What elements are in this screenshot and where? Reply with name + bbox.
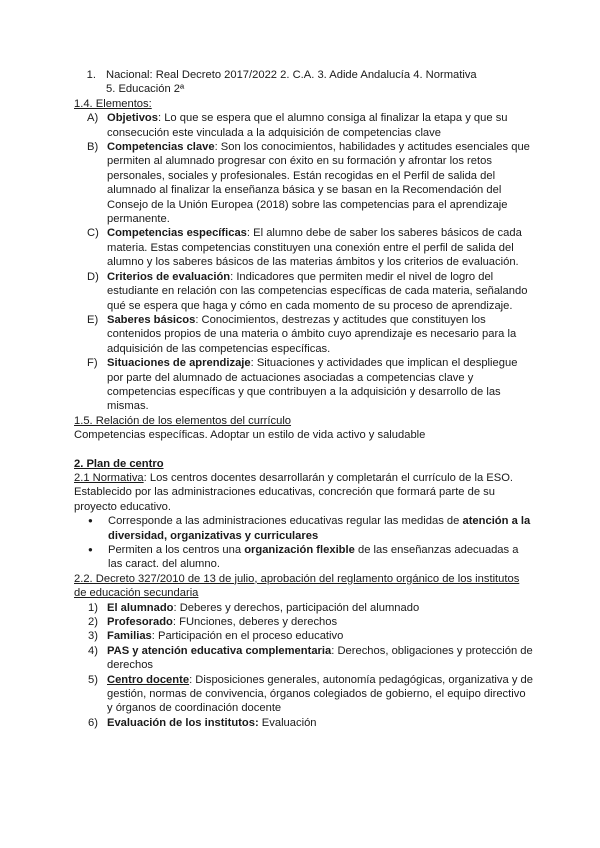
term: Competencias específicas — [107, 227, 247, 240]
list-marker: 2) — [88, 616, 98, 629]
definition: : Disposiciones generales, autonomía pedagógicas, organizativa y de gestión, normas de convivencia, órganos colegiados de gobierno, el equipo directivo y órganos de coordinación docente — [107, 673, 533, 715]
top-list-item — [74, 68, 534, 97]
bullet-list — [74, 514, 534, 572]
list-marker: D) — [87, 270, 99, 283]
section-2-heading: 2. Plan de centro — [74, 457, 164, 470]
term: Evaluación de los institutos: — [107, 716, 259, 729]
term: Objetivos — [107, 112, 158, 125]
top-list-line-1: Nacional: Real Decreto 2017/2022 2. C.A. 3. Adide Andalucía 4. Normativa — [106, 69, 477, 81]
definition: Evaluación — [258, 716, 317, 729]
term: Profesorado — [107, 616, 173, 629]
bullet-text: Permiten a los centros una — [108, 544, 245, 556]
definition: : Son los conocimientos, habilidades y actitudes esenciales que permiten al alumnado progresar con éxito en su formación y afrontar los retos personales, sociales y profesionales. Están recogidas en el Perfil de salida del alumnado al finalizar la enseñanza básica y se basan en la Recomendación del Consejo de la Unión Europea (2018) sobre las competencias para el aprendizaje permanente. — [107, 141, 530, 226]
list-item — [74, 673, 534, 716]
definition: : El alumno debe de saber los saberes básicos de cada materia. Estas competencias constituyen una conexión entre el perfil de salida del alumno y los saberes básicos de las materias ámbitos y los criterios de evaluación. — [107, 227, 522, 269]
section-2-1-paragraph — [74, 471, 534, 514]
list-marker: C) — [87, 227, 99, 240]
top-list-number: 1. — [86, 69, 96, 81]
list-marker: 5) — [88, 673, 98, 686]
term: Criterios de evaluación — [107, 270, 231, 283]
bullet-text: Corresponde a las administraciones educativas regular las medidas de — [108, 515, 463, 528]
term: Familias — [107, 630, 152, 643]
elements-list — [74, 111, 534, 414]
term: PAS y atención educativa complementaria — [107, 644, 332, 657]
numbered-list — [74, 601, 534, 731]
section-1-4-heading: 1.4. Elementos: — [74, 97, 152, 110]
bullet-icon: ● — [88, 545, 93, 554]
definition: : Indicadores que permiten medir el nivel de logro del estudiante en relación con las competencias específicas de cada materia, señalando qué se espera que haga y cómo en cada momento de su proceso de aprendizaje. — [107, 270, 528, 312]
list-item — [74, 543, 534, 572]
term: Centro docente — [107, 673, 190, 686]
list-marker: E) — [87, 313, 99, 326]
list-item — [74, 629, 534, 643]
list-item — [74, 140, 534, 226]
definition: : Situaciones y actividades que implican el despliegue por parte del alumnado de actuaciones asociadas a competencias clave y competencias específicas y que contribuyen a la adquisición y desarrollo de las mismas. — [107, 357, 518, 413]
list-marker: 6) — [88, 716, 98, 729]
list-marker: 3) — [88, 630, 98, 643]
term: Competencias clave — [107, 141, 215, 154]
bullet-bold-text: atención a la diversidad, organizativas y curriculares — [108, 515, 531, 542]
list-item — [74, 716, 534, 730]
list-item — [74, 601, 534, 615]
list-marker: A) — [87, 112, 99, 125]
term: Saberes básicos — [107, 313, 196, 326]
bullet-icon: ● — [88, 516, 93, 526]
definition: : Deberes y derechos, participación del alumnado — [173, 601, 420, 614]
list-item — [74, 644, 534, 673]
section-2-2-heading: 2.2. Decreto 327/2010 de 13 de julio, aprobación del reglamento orgánico de los institutos de educación secundaria — [74, 572, 520, 600]
top-list-line-2: 5. Educación 2ª — [106, 83, 185, 96]
definition: : Participación en el proceso educativo — [151, 630, 344, 643]
list-item — [74, 313, 534, 356]
bullet-text-after: de las enseñanzas adecuadas a las caract. del alumno. — [108, 544, 519, 571]
section-1-5-text: Competencias específicas. Adoptar un estilo de vida activo y saludable — [74, 429, 426, 442]
definition: : Lo que se espera que el alumno consiga al finalizar la etapa y que su consecución este vinculada a la adquisición de competencias clave — [107, 112, 508, 139]
list-item — [74, 226, 534, 269]
bullet-bold-text: organización flexible — [244, 544, 355, 556]
term: El alumnado — [107, 601, 174, 614]
definition: : Conocimientos, destrezas y actitudes que constituyen los contenidos propios de una materia o ámbito cuyo aprendizaje es necesario para la adquisición de las competencias específicas. — [107, 313, 517, 355]
list-marker: F) — [87, 357, 98, 370]
list-marker: 4) — [88, 644, 98, 657]
list-item — [74, 356, 534, 414]
document-page — [74, 68, 534, 730]
definition: : FUnciones, deberes y derechos — [172, 616, 338, 629]
list-item — [74, 270, 534, 313]
list-item — [74, 615, 534, 629]
section-2-1-text: : Los centros docentes desarrollarán y completarán el currículo de la ESO. Establecido por las administraciones educativas, concreción que formará parte de su proyecto educativo. — [74, 471, 514, 513]
section-2-1-heading: 2.1 Normativa — [74, 471, 144, 484]
list-marker: 1) — [88, 601, 98, 614]
definition: : Derechos, obligaciones y protección de derechos — [107, 644, 533, 672]
section-1-5-heading: 1.5. Relación de los elementos del currículo — [74, 414, 292, 427]
list-item — [74, 111, 534, 140]
list-marker: B) — [87, 141, 99, 154]
list-item — [74, 514, 534, 543]
term: Situaciones de aprendizaje — [107, 357, 251, 370]
